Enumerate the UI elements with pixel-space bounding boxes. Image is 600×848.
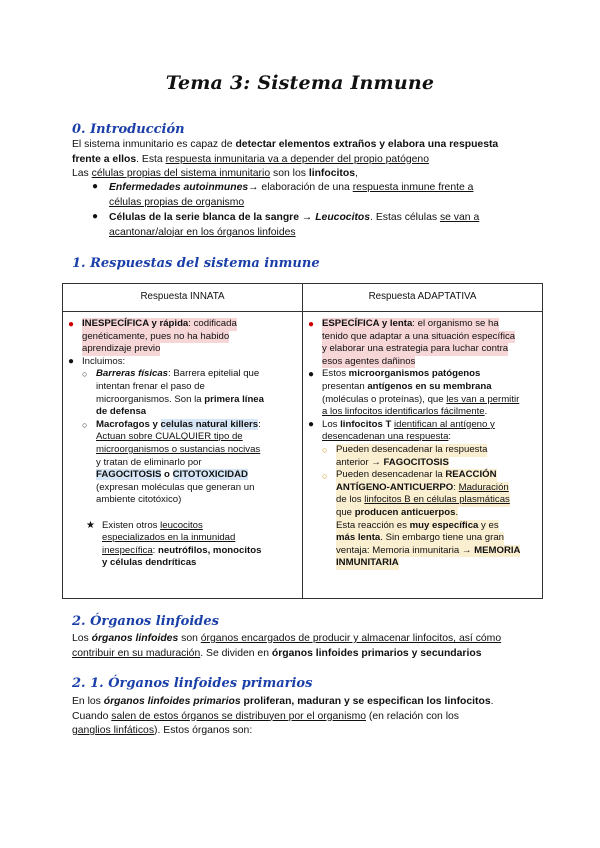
text-run-underlined: Maduración — [458, 481, 509, 493]
text-run-bold: de defensa — [96, 406, 147, 418]
cell-line — [336, 520, 499, 533]
cell-line: Incluimos: — [82, 355, 126, 367]
cell-line: y elaborar una estrategia para luchar contra — [322, 343, 509, 355]
text-run-bold: más lenta — [336, 532, 381, 544]
section-heading-organos-linfoides: 2. Órganos linfoides — [72, 614, 219, 629]
text-run-bold: neutrófilos, monocitos — [158, 544, 262, 556]
bullet-dot-icon: ● — [308, 369, 315, 380]
text-run: Esta reacción es — [336, 519, 410, 531]
text-run: . Estas células — [370, 212, 440, 223]
cell-line: intentan frenar el paso de — [96, 381, 205, 392]
cell-line — [336, 545, 520, 558]
text-run: Los — [72, 633, 92, 644]
organos-paragraph — [72, 632, 542, 661]
text-run: de los — [336, 494, 365, 506]
cell-line: y tratan de eliminarlo por — [96, 456, 202, 468]
text-run: En los — [72, 696, 104, 707]
bullet-dot-icon: ● — [308, 319, 315, 330]
text-run-underlined: identifican al antígeno y — [393, 418, 495, 430]
text-run-bold-italic: Barreras físicas — [96, 368, 169, 380]
cell-line: INMUNITARIA — [336, 557, 399, 569]
cell-line — [336, 457, 449, 470]
text-run: Cuando — [72, 710, 112, 722]
text-run-bold-highlight: celulas natural killers — [160, 418, 259, 430]
text-run: Existen otros — [102, 519, 161, 531]
table-header-innata: Respuesta INNATA — [63, 284, 303, 312]
text-run-bold: ANTÍGENO-ANTICUERPO — [336, 481, 454, 493]
paragraph-line — [72, 724, 542, 739]
text-run-bold: proliferan, maduran y se especifican los linfocitos — [240, 696, 491, 707]
text-run-bold: primera línea — [204, 393, 264, 405]
cell-line: microorganismos o sustancias nocivas — [96, 444, 261, 455]
text-run: : el organismo se ha — [412, 318, 499, 329]
cell-line — [102, 520, 203, 533]
circle-bullet-icon: ○ — [322, 471, 328, 481]
paragraph-line — [72, 632, 542, 647]
text-run-bold: ESPECÍFICA y lenta — [322, 318, 413, 329]
text-run-bold: linfocitos T — [340, 418, 392, 430]
text-run-underlined: células propias del sistema inmunitario — [91, 168, 271, 179]
text-run: → — [299, 212, 316, 223]
text-run-underlined: a los linfocitos identificarlos fácilmente — [322, 406, 485, 418]
cell-line: Pueden desencadenar la respuesta — [336, 444, 488, 455]
cell-line — [96, 394, 264, 407]
cell-line: Actuan sobre CUALQUIER tipo de — [96, 431, 243, 443]
text-run-underlined: respuesta inmunitaria va a depender del propio patógeno — [165, 153, 429, 165]
text-run-bold: o — [161, 469, 173, 481]
intro-line-3 — [72, 167, 532, 182]
text-run-underlined: ganglios linfáticos — [72, 725, 155, 736]
bullet-line — [109, 211, 529, 226]
text-run-underlined: respuesta inmune frente a — [352, 182, 474, 193]
primarios-paragraph — [72, 695, 542, 739]
star-icon: ★ — [86, 520, 95, 531]
text-run: ). Estos órganos son: — [154, 725, 253, 736]
text-run: : — [453, 481, 459, 493]
text-run: son — [178, 633, 201, 644]
bullet-dot-icon: ● — [308, 419, 315, 430]
cell-line — [322, 419, 495, 432]
table-cell-innata — [63, 312, 303, 599]
text-run: Los — [322, 418, 341, 430]
cell-line — [336, 469, 497, 482]
cell-line — [96, 419, 261, 432]
text-run: microorganismos. Son la — [96, 393, 205, 405]
text-run-bold-highlight: FAGOCITOSIS — [96, 469, 162, 481]
text-run: presentan — [322, 381, 368, 392]
bullet-line — [109, 226, 529, 241]
text-run: ventaja: Memoria inmunitaria → — [336, 544, 475, 556]
text-run-bold: producen anticuerpos — [354, 507, 456, 518]
text-run-bold: FAGOCITOSIS — [383, 456, 449, 468]
bullet-dot-icon: ● — [68, 319, 75, 330]
text-run-bold: antígenos en su membrana — [367, 381, 492, 392]
paragraph-line — [72, 647, 542, 662]
text-run: . Sin embargo tiene una gran — [380, 532, 505, 544]
text-run: : — [152, 544, 159, 556]
text-run-bold-highlight: CITOTOXICIDAD — [172, 469, 248, 481]
respuestas-table — [62, 283, 543, 599]
intro-line-1 — [72, 138, 532, 153]
circle-bullet-icon: ○ — [322, 445, 328, 455]
text-run: . — [490, 696, 494, 707]
text-run: : — [448, 431, 452, 443]
text-run-underlined: células propias de organismo — [109, 196, 245, 208]
text-run: (moléculas o proteínas), que — [322, 393, 447, 405]
text-run-bold: Células de la serie blanca de la sangre — [109, 212, 300, 223]
text-run-underlined: leucocitos — [160, 519, 203, 531]
section-heading-organos-primarios: 2. 1. Órganos linfoides primarios — [72, 676, 313, 691]
table-cell-adaptativa — [303, 312, 543, 599]
cell-line: esos agentes dañinos — [322, 355, 416, 367]
text-run-bold: MEMORIA — [474, 544, 521, 556]
text-run: son los — [270, 168, 309, 179]
cell-line — [336, 482, 509, 495]
intro-paragraph — [72, 138, 532, 182]
intro-bullet-leucocitos — [109, 211, 529, 240]
cell-line — [102, 545, 261, 558]
cell-line — [96, 406, 146, 419]
text-run-bold: frente a ellos — [72, 153, 137, 165]
page-title: Tema 3: Sistema Inmune — [165, 72, 435, 94]
section-heading-introduccion: 0. Introducción — [72, 122, 185, 137]
cell-line — [336, 494, 510, 507]
text-run: que — [336, 507, 355, 518]
circle-bullet-icon: ○ — [82, 369, 88, 379]
text-run-bold: detectar elementos extraños y elabora una respuesta — [235, 139, 499, 150]
text-run-underlined: desencadenan una respuesta — [322, 431, 449, 443]
text-run-bold: linfocitos — [308, 168, 355, 179]
text-run: : — [258, 418, 261, 430]
text-run: y es — [478, 519, 499, 531]
text-run-underlined: contribuir en su maduración — [72, 647, 201, 659]
bullet-dot-icon: ● — [92, 181, 99, 192]
text-run-bold: órganos linfoides primarios y secundarios — [271, 647, 482, 659]
circle-bullet-icon: ○ — [82, 420, 88, 430]
section-heading-respuestas: 1. Respuestas del sistema inmune — [72, 256, 320, 271]
text-run-bold-italic: órganos linfoides primarios — [103, 696, 241, 707]
cell-line: ambiente citotóxico) — [96, 494, 182, 506]
text-run: Las — [72, 168, 92, 179]
cell-line — [322, 394, 519, 407]
text-run: . Esta — [136, 153, 166, 165]
intro-line-2 — [72, 153, 532, 168]
text-run: (en relación con los — [366, 710, 460, 722]
text-run-bold: Macrofagos — [96, 418, 150, 430]
text-run: . Se dividen en — [200, 647, 272, 659]
text-run-underlined: salen de estos órganos se distribuyen por el organismo — [111, 710, 367, 722]
text-run-bold-italic: Enfermedades autoinmunes — [109, 182, 249, 193]
text-run-underlined: órganos encargados de producir y almacenar linfocitos, así cómo — [200, 633, 502, 644]
paragraph-line — [72, 695, 542, 710]
bullet-dot-icon: ● — [68, 356, 75, 367]
cell-line: (expresan moléculas que generan un — [96, 481, 255, 493]
text-run-underlined: inespecífica — [102, 544, 153, 556]
text-run-bold: REACCIÓN — [445, 469, 497, 481]
text-run: : Barrera epitelial que — [168, 368, 260, 380]
innata-cell-content — [64, 313, 301, 597]
bullet-line — [109, 181, 529, 196]
cell-line: y células dendríticas — [102, 557, 197, 569]
text-run-bold-italic: órganos linfoides — [91, 633, 179, 644]
cell-line — [96, 368, 259, 381]
cell-line — [336, 532, 504, 545]
text-run-bold-italic: Leucocitos — [315, 212, 371, 223]
text-run: → elaboración de una — [248, 182, 353, 193]
adaptativa-cell-content — [304, 313, 541, 597]
cell-line: especializados en la inmunidad — [102, 532, 236, 544]
cell-line: aprendizaje previo — [82, 343, 161, 355]
bullet-line — [109, 196, 529, 211]
intro-bullet-autoinmunes — [109, 181, 529, 210]
cell-line — [322, 406, 487, 419]
cell-line — [322, 431, 451, 444]
cell-line — [336, 507, 458, 520]
cell-line — [96, 469, 248, 482]
cell-line: genéticamente, pues no ha habido — [82, 330, 230, 342]
text-run-bold: INESPECÍFICA y rápida — [82, 318, 189, 329]
text-run: El sistema inmunitario es capaz de — [72, 139, 236, 150]
text-run-underlined: acantonar/alojar en los órganos linfoides — [109, 226, 296, 238]
paragraph-line — [72, 710, 542, 725]
text-run: anterior → — [336, 456, 384, 468]
text-run: : codificada — [188, 318, 237, 329]
text-run: . — [484, 406, 488, 418]
table-header-adaptativa: Respuesta ADAPTATIVA — [303, 284, 543, 312]
cell-line: tenido que adaptar a una situación específica — [322, 330, 516, 342]
text-run-bold: y — [149, 418, 161, 430]
cell-line — [322, 368, 480, 381]
text-run: Pueden desencadenar la — [336, 469, 446, 481]
text-run: . — [455, 507, 459, 518]
text-run-underlined: les van a permitir — [446, 393, 520, 405]
cell-line — [82, 318, 237, 331]
text-run-underlined: se van a — [439, 212, 480, 223]
cell-line — [322, 318, 499, 331]
bullet-dot-icon: ● — [92, 211, 99, 222]
text-run-underlined: linfocitos B en células plasmáticas — [364, 494, 510, 506]
text-run-bold: microorganismos patógenos — [348, 368, 481, 380]
text-run: Estos — [322, 368, 349, 380]
text-run-bold: muy específica — [409, 519, 479, 531]
text-run: , — [355, 168, 358, 179]
cell-line — [322, 381, 492, 394]
